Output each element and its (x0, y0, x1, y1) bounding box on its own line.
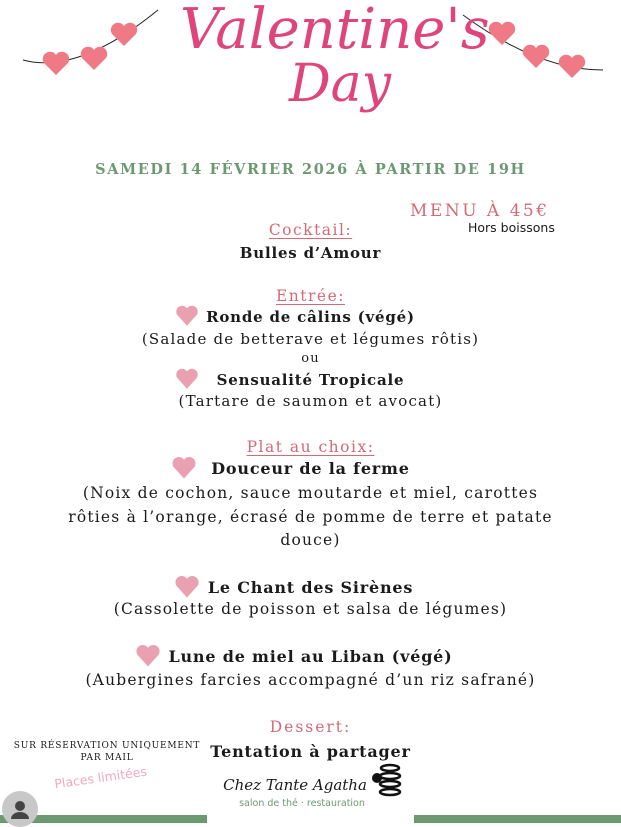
plat-option-2: Le Chant des Sirènes (207, 578, 414, 597)
user-icon (2, 791, 38, 827)
reservation-note (7, 740, 207, 764)
dessert-heading: Dessert: (269, 718, 352, 736)
plat-heading: Plat au choix: (246, 438, 375, 456)
entree-option-1-desc: (Salade de betterave et légumes rôtis) (141, 330, 480, 348)
entree-option-2: Sensualité Tropicale (216, 371, 405, 389)
macaron-tower-logo-icon (370, 762, 404, 802)
plat-option-3-desc: (Aubergines farcies accompagné d’un riz safrané) (85, 671, 536, 689)
plat-option-1-desc-2: rôties à l’orange, écrasé de pomme de terre et patate (68, 508, 553, 526)
logo-tagline: salon de thé · restauration (239, 798, 365, 809)
heart-garland-left (18, 0, 163, 105)
title-line-1: Valentine's (180, 0, 490, 62)
entree-heading: Entrée: (275, 287, 345, 305)
entree-or: ou (301, 351, 320, 366)
plat-option-1: Douceur de la ferme (211, 459, 410, 478)
plat-option-1-desc-3: douce) (280, 531, 341, 549)
reservation-line-1: SUR RÉSERVATION UNIQUEMENT (13, 741, 201, 751)
event-title (180, 0, 490, 114)
menu-price: MENU À 45€ (410, 201, 550, 221)
event-date: SAMEDI 14 FÉVRIER 2026 À PARTIR DE 19H (95, 161, 526, 178)
avatar[interactable] (2, 791, 38, 827)
price-note: Hors boissons (468, 220, 555, 235)
dessert-dish: Tentation à partager (210, 742, 411, 761)
plat-option-2-desc: (Cassolette de poisson et salsa de légumes) (113, 600, 508, 618)
entree-option-2-desc: (Tartare de saumon et avocat) (178, 392, 443, 410)
title-line-2: Day (288, 54, 392, 114)
logo-name: Chez Tante Agatha (223, 776, 367, 794)
places-limitees: Places limitées (53, 763, 148, 792)
entree-option-1: Ronde de câlins (végé) (206, 308, 415, 326)
plat-option-3: Lune de miel au Liban (végé) (168, 647, 453, 666)
cocktail-dish: Bulles d’Amour (239, 244, 382, 262)
reservation-line-2: PAR MAIL (80, 753, 134, 763)
footer-bar-right (414, 815, 621, 823)
plat-option-1-desc-1: (Noix de cochon, sauce moutarde et miel, carottes (82, 484, 539, 502)
cocktail-heading: Cocktail: (268, 221, 353, 239)
